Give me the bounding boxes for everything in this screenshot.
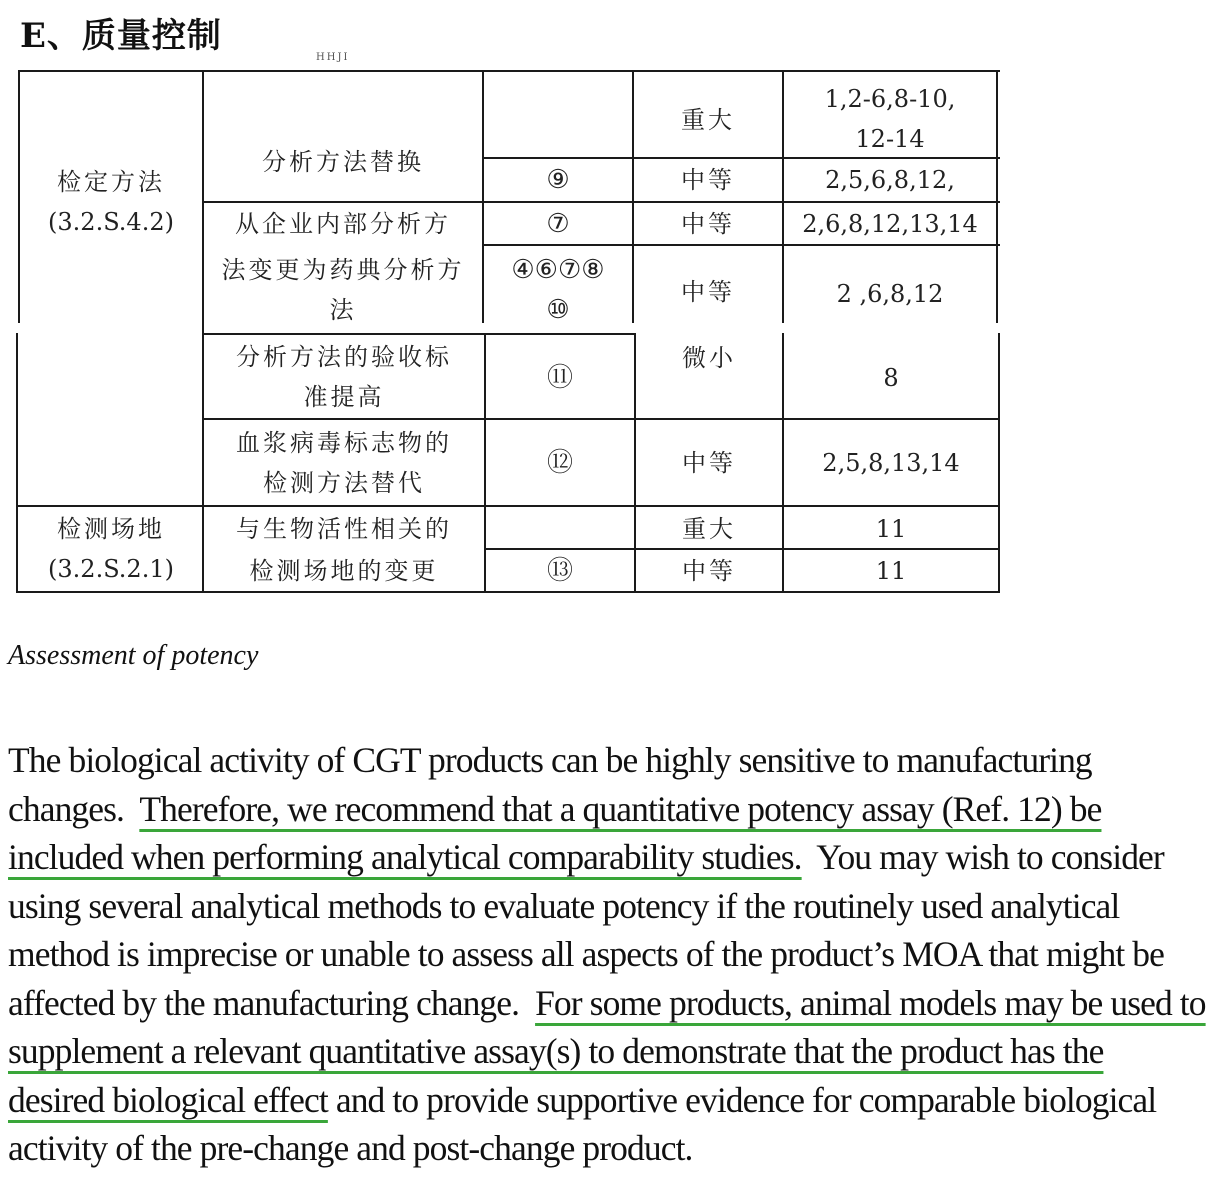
category-cell: 中等	[682, 557, 736, 585]
condition-cell: ⑬	[546, 556, 573, 586]
category-cell: 微小	[682, 344, 736, 372]
condition-cell	[484, 248, 632, 332]
text-line	[8, 736, 1092, 785]
group-label-cell	[20, 507, 202, 591]
text-line	[8, 930, 1164, 979]
change-line: 检测方法替代	[263, 469, 425, 497]
change-line: 准提高	[303, 383, 385, 411]
group-name: 检测场地	[57, 515, 165, 543]
category-cell: 重大	[681, 106, 735, 134]
text-run: You may wish to consider	[801, 837, 1164, 877]
condition-cell: ⑪	[546, 363, 573, 393]
category-cell: 中等	[682, 449, 736, 477]
text-line	[8, 1124, 1020, 1173]
group-label-cell	[20, 160, 202, 244]
docs-cell	[784, 78, 996, 160]
group-name: 检定方法	[57, 168, 165, 196]
group-code: (3.2.S.2.1)	[48, 555, 174, 583]
text-run: and to provide supportive evidence for comparable biological	[327, 1079, 1157, 1120]
text-run: The biological activity of CGT products can be highly sensitive to manufacturing	[8, 740, 1092, 780]
docs-cell: 2,6,8,12,13,14	[802, 210, 978, 238]
change-line: 血浆病毒标志物的	[236, 429, 452, 457]
text-run: activity of the pre-change and post-change product.	[8, 1128, 693, 1168]
docs-cell: 2,5,8,13,14	[822, 449, 960, 477]
highlighted-text: For some products, animal models may be used to	[535, 982, 1206, 1023]
condition-line: ⑩	[546, 295, 570, 325]
condition-line: ④⑥⑦⑧	[511, 255, 605, 285]
change-cell	[204, 336, 484, 418]
condition-cell: ⑨	[546, 165, 570, 195]
group-code: (3.2.S.4.2)	[48, 208, 174, 236]
table-rule	[998, 333, 1000, 593]
text-line	[8, 1027, 1104, 1076]
docs-cell: 2,5,6,8,12,	[825, 166, 955, 194]
change-line: 法变更为药典分析方	[221, 256, 465, 284]
assessment-paragraph	[8, 736, 1206, 1173]
change-cell	[204, 421, 484, 505]
category-cell: 重大	[682, 515, 736, 543]
condition-cell: ⑦	[546, 209, 570, 239]
highlighted-text: Therefore, we recommend that a quantitative potency assay (Ref. 12) be	[139, 788, 1102, 829]
text-line	[8, 882, 1120, 931]
docs-cell: 11	[875, 515, 907, 543]
highlighted-text: desired biological effect	[8, 1079, 328, 1120]
text-line	[8, 833, 1164, 882]
change-cell: 检测场地的变更	[249, 557, 439, 585]
cropped-text-fragment: HHJI	[316, 52, 350, 63]
change-line: 法	[329, 296, 357, 324]
change-cell	[204, 248, 482, 332]
docs-cell: 8	[883, 364, 899, 392]
assessment-heading: Assessment of potency	[8, 640, 259, 671]
text-line	[8, 979, 1206, 1028]
text-line	[8, 785, 1102, 834]
highlighted-text: included when performing analytical comparability studies.	[8, 837, 802, 877]
change-cell: 从企业内部分析方	[235, 210, 451, 238]
text-line	[8, 1076, 1157, 1125]
docs-cell: 2 ,6,8,12	[836, 280, 944, 308]
category-cell: 中等	[681, 278, 735, 306]
change-cell: 分析方法替换	[262, 148, 424, 176]
table-rule	[18, 70, 1000, 72]
change-cell: 与生物活性相关的	[236, 515, 452, 543]
docs-line: 12-14	[855, 125, 925, 153]
text-run: changes.	[8, 788, 140, 829]
table-rule	[996, 70, 998, 323]
section-heading: E、质量控制	[20, 16, 222, 56]
highlighted-text: supplement a relevant quantitative assay(s) to demonstrate that the product has the	[8, 1031, 1104, 1071]
text-run: using several analytical methods to evaluate potency if the routinely used analytical	[8, 885, 1120, 926]
text-run: affected by the manufacturing change.	[8, 982, 536, 1023]
docs-line: 1,2-6,8-10,	[824, 85, 956, 113]
category-cell: 中等	[681, 210, 735, 238]
table-rule	[204, 333, 636, 335]
condition-cell: ⑫	[546, 448, 573, 478]
docs-cell: 11	[875, 557, 907, 585]
text-run: method is imprecise or unable to assess all aspects of the product’s MOA that might be	[8, 934, 1164, 974]
table-rule	[16, 333, 18, 593]
category-cell: 中等	[681, 166, 735, 194]
change-line: 分析方法的验收标	[236, 343, 452, 371]
